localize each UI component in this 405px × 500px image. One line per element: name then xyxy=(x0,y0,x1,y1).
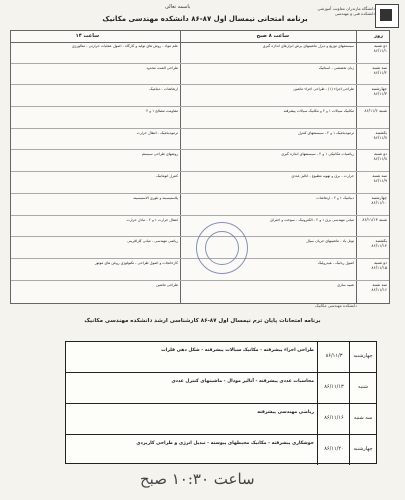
row-course: جوشکاری پیشرفته - مکانیک محیطهای پیوسته - تبدیل انرژی و طراحی کاربردی xyxy=(136,441,314,446)
grad-schedule-table xyxy=(65,341,377,464)
row-day: دو شنبه ۸۶/۱۱/۱ xyxy=(373,43,387,53)
row-14-exams: کنترل اتوماتیک xyxy=(156,174,178,179)
row-8am-exams: مکانیک سیالات ۱ و ۲ و مکانیک سیالات پیشرفته xyxy=(283,109,354,114)
row-day: شنبه xyxy=(349,373,376,403)
table-row xyxy=(11,281,389,302)
table-row xyxy=(11,85,389,107)
row-8am-exams: طراحی اجزاء (۱) - طراحی اجزاء ماشین xyxy=(293,87,354,92)
row-14-exams: علم مواد - روش های تولید و کارگاه - اصول عملیات حرارتی - متالورژی xyxy=(71,44,178,48)
row-8am-exams: دینامیک ۱ و ۲ - ارتعاشات xyxy=(316,195,354,200)
table-row xyxy=(66,435,376,465)
row-8am-exams: شبیه سازی xyxy=(337,282,354,287)
table-row xyxy=(66,373,376,404)
row-14-exams: انتقال حرارت ۱ و ۲ - تبادل حرارت xyxy=(126,217,178,222)
row-14-exams: ارتعاشات - دینامیک xyxy=(149,87,178,92)
table-row xyxy=(11,172,389,194)
row-14-exams: روشهای طراحی سیستم xyxy=(141,152,178,157)
row-14-exams: پلاستیسیته و تئوری الاستیسیته xyxy=(133,195,178,200)
university-name: دانشگاه مازندران معاونت آموزشی دانشکده فنی و مهندسی xyxy=(317,6,375,16)
col-header-14: ساعت ۱۴ xyxy=(75,33,99,39)
row-14-exams: طراحی ماشین xyxy=(155,282,178,287)
row-8am-exams: سیستمهای توزیع و دیزل ماشینهای برش ابزارهای اندازه گیری xyxy=(262,44,354,48)
row-14-exams: طراحی المنت محدود xyxy=(146,65,178,70)
row-day: شنبه ۸۶/۱۱/۶ xyxy=(364,108,387,114)
official-stamp xyxy=(196,222,248,274)
row-date: ۸۶/۱۱/۱۶ xyxy=(317,404,350,434)
row-8am-exams: تونل باد - ماشینهای جریان سیال xyxy=(306,239,354,244)
row-course: محاسبات عددی پیشرفته - آنالیز مودال - ماشینهای کنترل عددی xyxy=(171,379,314,384)
row-8am-exams: اصول رباتیک - هیدرولیک xyxy=(317,260,354,265)
row-date: ۸۶/۱۱/۲۰ xyxy=(317,435,350,465)
table-row xyxy=(11,194,389,216)
row-14-exams: ریاضی مهندسی - مبانی کارآفرینی xyxy=(127,239,178,244)
row-day: چهارشنبه ۸۶/۱۱/۳ xyxy=(371,86,387,97)
col-header-8am: ساعت ۸ صبح xyxy=(256,33,289,39)
row-day: یکشنبه ۸۶/۱۱/۷ xyxy=(373,129,387,140)
row-day: چهارشنبه xyxy=(349,342,376,372)
row-day: سه شنبه ۸۶/۱۱/۲ xyxy=(372,64,387,75)
col-header-day: روز xyxy=(374,33,383,39)
table-row xyxy=(11,107,389,129)
table-row xyxy=(11,150,389,172)
bismillah-heading: باسمه تعالی xyxy=(165,4,191,10)
row-8am-exams: حرارت - برق و تهویه مطبوع - آنالیز عددی xyxy=(291,174,354,179)
row-14-exams: ترمودینامیک - انتقال حرارت xyxy=(136,130,178,135)
row-day: شنبه ۸۶/۱۱/۱۳ xyxy=(362,216,387,222)
table-row xyxy=(66,342,376,373)
row-14-exams: کارخانجات و اصول طراحی - تکنولوژی روغن های موتور xyxy=(94,260,178,265)
page-title: برنامه امتحانی نیمسال اول ۸۷-۸۶ دانشکده مهندسی مکانیک xyxy=(102,15,308,23)
row-day: سه شنبه ۸۶/۱۱/۹ xyxy=(372,173,387,184)
table-row xyxy=(11,42,389,64)
grad-schedule-title: برنامه امتحانات پایان ترم نیمسال اول ۸۷-۸۶ کارشناسی ارشد دانشکده مهندسی مکانیک xyxy=(84,318,321,324)
university-logo xyxy=(375,4,399,28)
row-8am-exams: ریاضیات مکانیکی ۱ و ۲ - سیستمهای اندازه گیری xyxy=(281,152,354,157)
table-row xyxy=(11,64,389,86)
row-course: ریاضی مهندسی پیشرفته xyxy=(257,410,314,415)
handwritten-time-note: ساعت ۱۰:۳۰ صبح xyxy=(140,470,255,488)
row-day: دو شنبه ۸۶/۱۱/۱۵ xyxy=(371,259,387,270)
row-day: دو شنبه ۸۶/۱۱/۸ xyxy=(373,151,387,162)
row-day: یکشنبه ۸۶/۱۱/۱۴ xyxy=(371,238,387,249)
row-day: سه شنبه xyxy=(349,404,376,434)
row-14-exams: مقاومت مصالح ۱ و ۲ xyxy=(146,109,178,114)
row-8am-exams: زبان تخصصی - استاتیک xyxy=(318,65,354,70)
schedule-rows xyxy=(11,42,389,303)
department-note: دانشکده مهندسی مکانیک xyxy=(315,303,357,308)
row-date: ۸۶/۱۱/۳ xyxy=(317,342,350,372)
row-course: طراحی اجزاء پیشرفته - مکانیک سیالات پیشرفته - شکل دهی فلزات xyxy=(161,348,314,353)
table-row xyxy=(66,404,376,435)
row-date: ۸۶/۱۱/۱۳ xyxy=(317,373,350,403)
row-8am-exams: ترمودینامیک ۱ و ۲ - سیستمهای کنترل xyxy=(297,130,354,135)
row-day: چهارشنبه xyxy=(349,435,376,465)
table-row xyxy=(11,129,389,151)
row-8am-exams: مبانی مهندسی برق ۱ و ۲ - الکترونیک - سوخت و احتراق xyxy=(270,217,354,222)
row-day: سه شنبه ۸۶/۱۱/۱۶ xyxy=(371,281,387,292)
row-day: چهارشنبه ۸۶/۱۱/۱۰ xyxy=(371,194,387,205)
